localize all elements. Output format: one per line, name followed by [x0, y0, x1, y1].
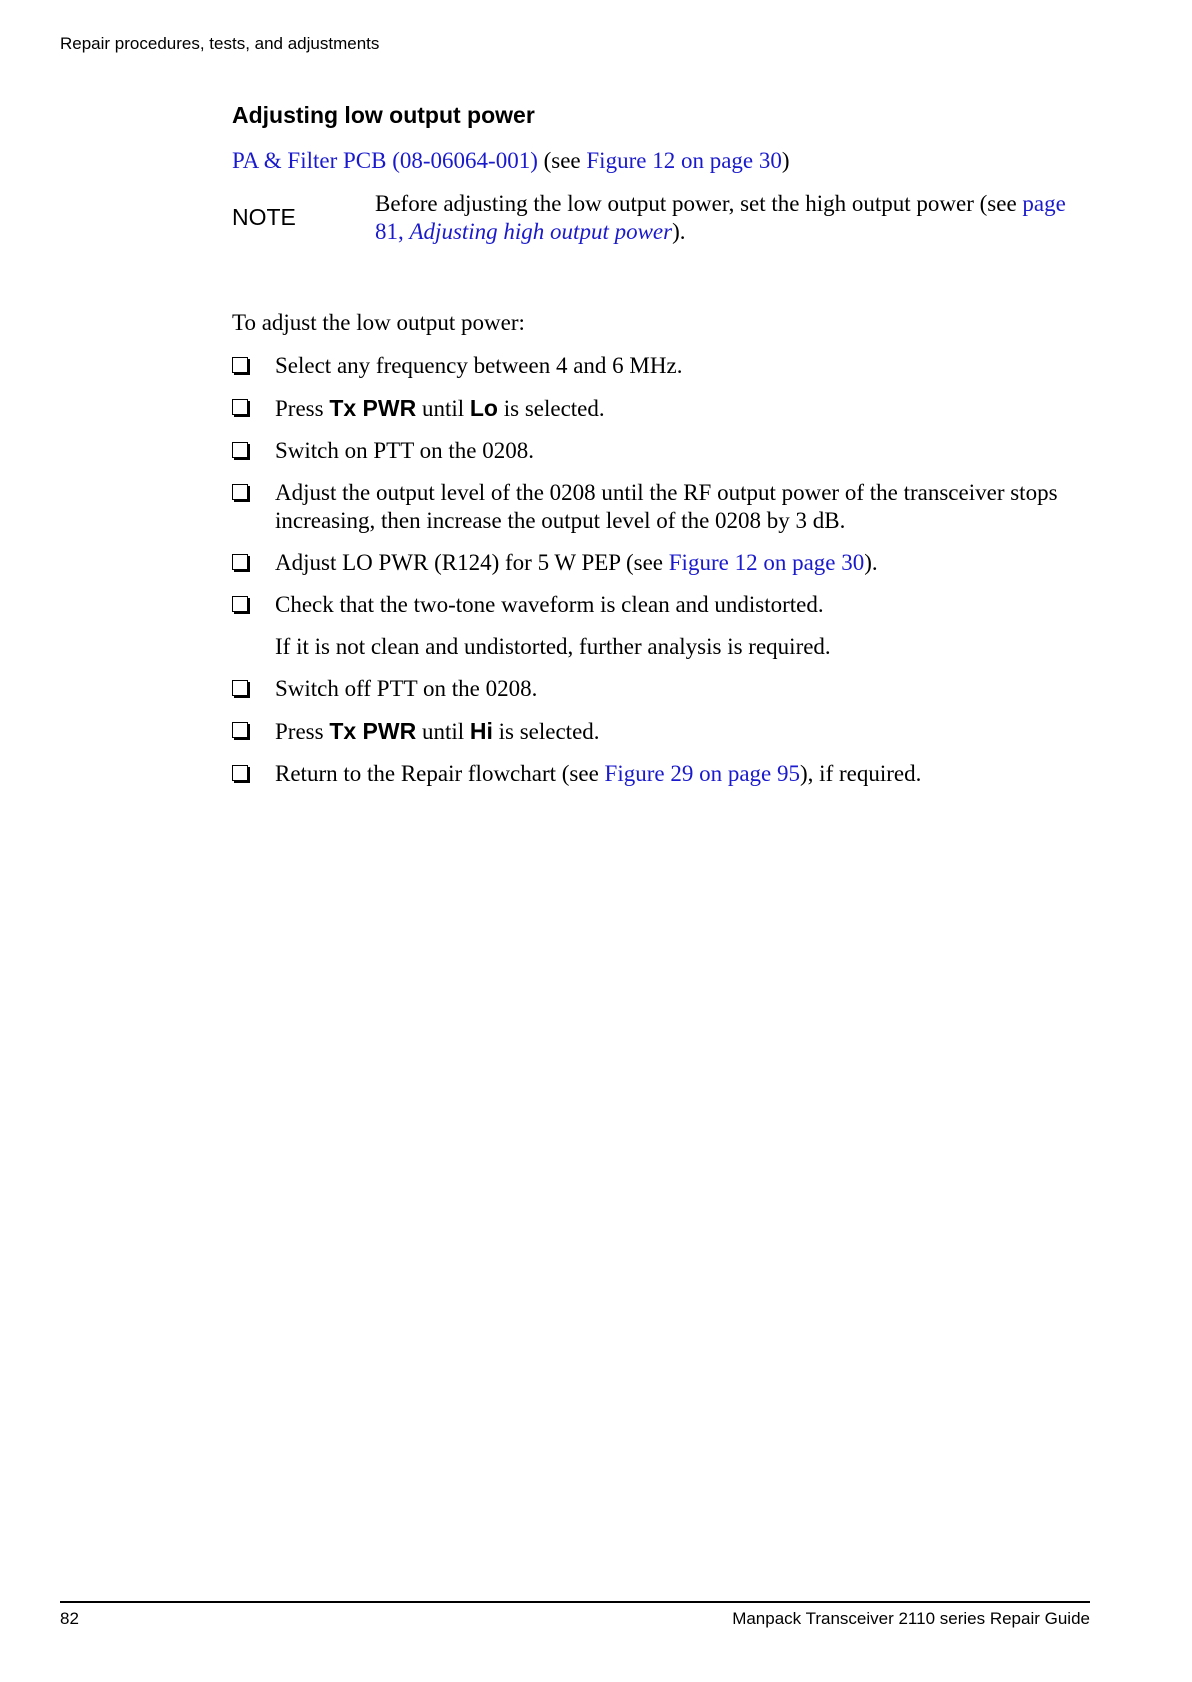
- footer-doc-title: Manpack Transceiver 2110 series Repair Guide: [732, 1609, 1090, 1628]
- step-8-value: Hi: [469, 718, 493, 744]
- step-5: [232, 549, 1102, 577]
- note-text-before: Before adjusting the low output power, set the high output power (see: [375, 191, 1023, 216]
- checkbox-icon[interactable]: [232, 554, 248, 570]
- reference-line: [232, 148, 790, 174]
- step-1: [232, 352, 1102, 380]
- checkbox-icon[interactable]: [232, 596, 248, 612]
- step-9-figure-link[interactable]: Figure 29 on page 95: [604, 761, 801, 786]
- checkbox-icon[interactable]: [232, 357, 248, 373]
- step-4: [232, 479, 1102, 535]
- step-5-a: Adjust LO PWR (R124) for 5 W PEP (see: [275, 550, 669, 575]
- step-6: [232, 591, 1102, 619]
- ref-see: (see: [537, 148, 587, 173]
- step-2-c: until: [416, 396, 470, 421]
- step-6-note-text: If it is not clean and undistorted, further analysis is required.: [275, 634, 831, 659]
- step-9-a: Return to the Repair flowchart (see: [275, 761, 605, 786]
- note-link-title: Adjusting high output power: [409, 219, 673, 244]
- figure-12-link[interactable]: Figure 12 on page 30: [586, 148, 782, 173]
- step-2-e: is selected.: [497, 396, 605, 421]
- step-8: [232, 717, 1102, 746]
- procedure-intro: To adjust the low output power:: [232, 310, 525, 335]
- step-6-text: Check that the two-tone waveform is clean and undistorted.: [275, 592, 824, 617]
- note-link-page: page 81,: [375, 191, 1066, 244]
- step-5-b: ).: [864, 550, 878, 575]
- step-8-c: until: [416, 719, 470, 744]
- step-1-text: Select any frequency between 4 and 6 MHz.: [275, 353, 683, 378]
- step-7: [232, 675, 1102, 703]
- checkbox-icon[interactable]: [232, 442, 248, 458]
- step-8-key: Tx PWR: [329, 718, 417, 744]
- step-8-e: is selected.: [492, 719, 600, 744]
- pcb-link[interactable]: PA & Filter PCB (08-06064-001): [232, 148, 538, 173]
- checkbox-icon[interactable]: [232, 680, 248, 696]
- step-9-b: ), if required.: [800, 761, 922, 786]
- step-3-text: Switch on PTT on the 0208.: [275, 438, 534, 463]
- footer-rule: [60, 1601, 1090, 1603]
- step-8-a: Press: [275, 719, 330, 744]
- note-label: NOTE: [232, 204, 296, 230]
- step-7-text: Switch off PTT on the 0208.: [275, 676, 538, 701]
- step-2-key: Tx PWR: [329, 395, 417, 421]
- checkbox-icon[interactable]: [232, 399, 248, 415]
- note-text-after: ).: [672, 219, 686, 244]
- checkbox-icon[interactable]: [232, 765, 248, 781]
- step-4-text: Adjust the output level of the 0208 until the RF output power of the transceiver stops increasing, then increase the output level of the 0208 by 3 dB.: [275, 480, 1058, 533]
- step-2-value: Lo: [469, 395, 498, 421]
- procedure-steps: [232, 352, 1102, 802]
- step-9: [232, 760, 1102, 788]
- section-title: Adjusting low output power: [232, 102, 535, 128]
- ref-close: ): [781, 148, 790, 173]
- note-text: [375, 190, 1095, 246]
- step-2: [232, 394, 1102, 423]
- footer-page-number: 82: [60, 1609, 79, 1628]
- step-6-note: [232, 633, 1102, 661]
- step-5-figure-link[interactable]: Figure 12 on page 30: [668, 550, 865, 575]
- step-3: [232, 437, 1102, 465]
- running-header: Repair procedures, tests, and adjustments: [60, 34, 380, 53]
- checkbox-icon[interactable]: [232, 722, 248, 738]
- checkbox-icon[interactable]: [232, 484, 248, 500]
- step-2-a: Press: [275, 396, 330, 421]
